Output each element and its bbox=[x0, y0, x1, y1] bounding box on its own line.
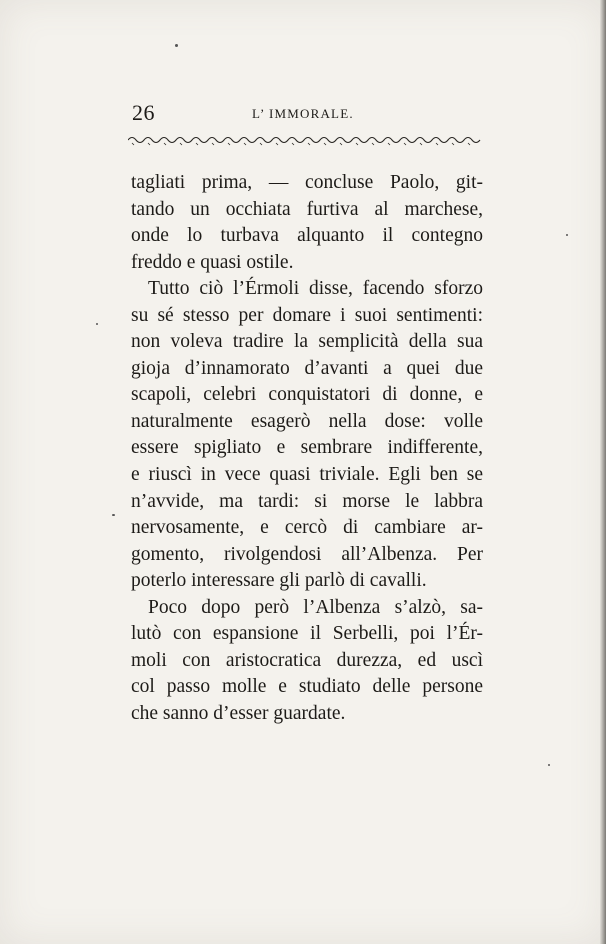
text-line: poterlo interessare gli parlò di cavalli. bbox=[131, 570, 427, 592]
page-edge-shadow bbox=[600, 0, 606, 944]
text-line: gomento, rivolgendosi all’Albenza. Per bbox=[131, 543, 483, 565]
text-line: che sanno d’esser guardate. bbox=[131, 702, 346, 724]
page-number: 26 bbox=[132, 100, 155, 125]
paper-speck bbox=[175, 44, 178, 47]
body-text bbox=[131, 170, 483, 727]
text-line: tando un occhiata furtiva al marchese, bbox=[131, 198, 483, 220]
paragraph-start-line: Poco dopo però l’Albenza s’alzò, sa- bbox=[148, 596, 483, 618]
running-title: L’ IMMORALE. bbox=[252, 106, 354, 121]
paper-speck bbox=[112, 514, 115, 516]
text-line: lutò con espansione il Serbelli, poi l’Ér- bbox=[131, 623, 483, 645]
paper-speck bbox=[566, 234, 568, 236]
text-line: col passo molle e studiato delle persone bbox=[131, 676, 483, 698]
text-line: gioja d’innamorato d’avanti a quei due bbox=[131, 357, 483, 379]
text-line: moli con aristocratica durezza, ed uscì bbox=[131, 649, 483, 671]
text-line: tagliati prima, — concluse Paolo, git- bbox=[131, 172, 483, 193]
text-line: su sé stesso per domare i suoi sentimenti: bbox=[131, 304, 483, 326]
text-line: naturalmente esagerò nella dose: volle bbox=[131, 410, 483, 432]
text-line: e riuscì in vece quasi triviale. Egli ben se bbox=[131, 464, 483, 486]
text-line: freddo e quasi ostile. bbox=[131, 251, 294, 273]
text-line: nervosamente, e cercò di cambiare ar- bbox=[131, 517, 483, 539]
text-line: n’avvide, ma tardi: si morse le labbra bbox=[131, 490, 483, 512]
header-ornament-rule bbox=[128, 134, 484, 146]
paragraph-start-line: Tutto ciò l’Érmoli disse, facendo sforzo bbox=[148, 278, 483, 300]
text-line: non voleva tradire la semplicità della sua bbox=[131, 331, 483, 353]
text-line: essere spigliato e sembrare indifferente, bbox=[131, 437, 483, 459]
paper-speck bbox=[96, 323, 98, 325]
paper-speck bbox=[548, 764, 550, 766]
text-line: scapoli, celebri conquistatori di donne, e bbox=[131, 384, 483, 406]
text-line: onde lo turbava alquanto il contegno bbox=[131, 225, 483, 247]
